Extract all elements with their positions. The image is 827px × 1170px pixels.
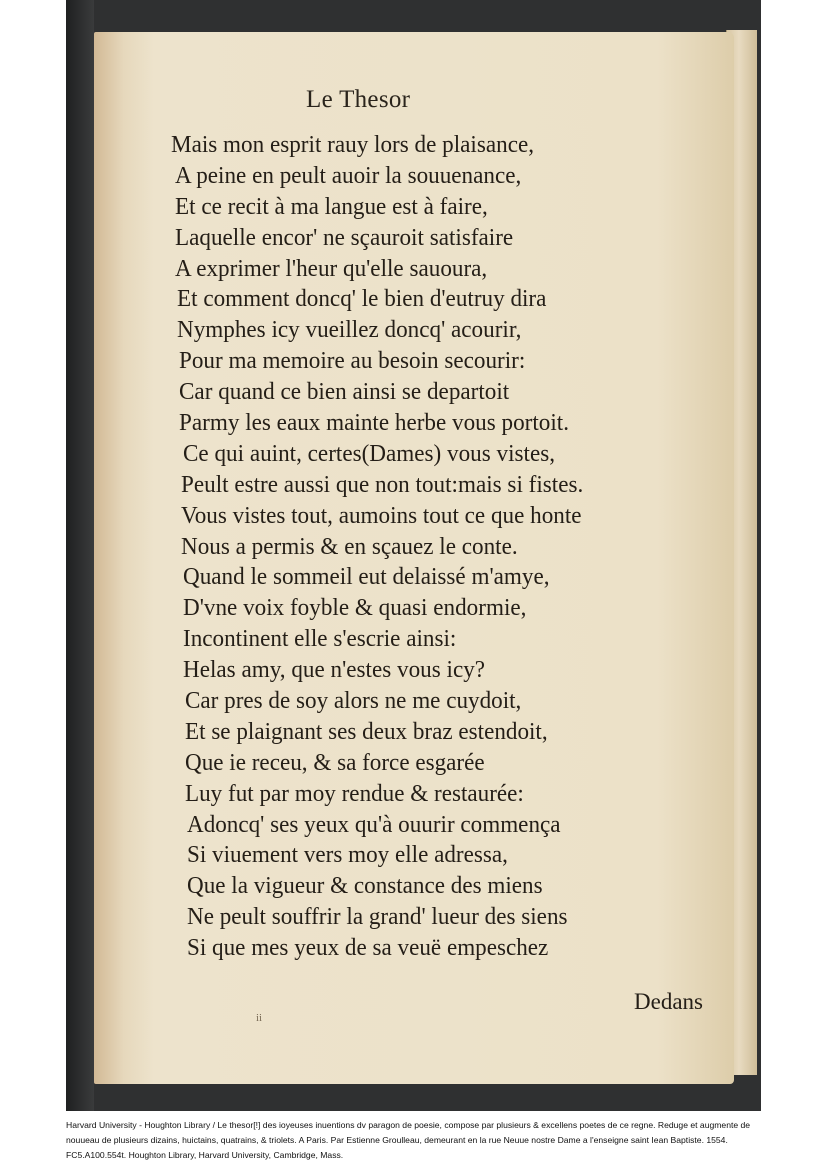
verse-line: Mais mon esprit rauy lors de plaisance, — [171, 132, 535, 158]
verse-line: A exprimer l'heur qu'elle sauoura, — [175, 255, 488, 282]
poem-verse — [171, 130, 731, 964]
verse-line: Si viuement vers moy elle adressa, — [187, 842, 508, 869]
verse-line: Et comment doncq' le bien d'eutruy dira — [177, 286, 547, 313]
verse-line: Et se plaignant ses deux braz estendoit, — [185, 718, 548, 745]
book-page — [94, 32, 734, 1084]
verse-line: Luy fut par moy rendue & restaurée: — [185, 780, 524, 807]
verse-line: Laquelle encor' ne sçauroit satisfaire — [175, 224, 514, 251]
verse-line: Que ie receu, & sa force esgarée — [185, 749, 485, 776]
verse-line: Peult estre aussi que non tout:mais si fistes. — [181, 471, 584, 498]
verse-line: Si que mes yeux de sa veuë empeschez — [187, 935, 549, 962]
running-head: Le Thesor — [306, 86, 411, 113]
verse-line: Nous a permis & en sçauez le conte. — [181, 533, 518, 560]
verse-line: Ne peult souffrir la grand' lueur des siens — [187, 904, 568, 931]
verse-line: Car quand ce bien ainsi se departoit — [179, 379, 510, 406]
verse-line: Adoncq' ses yeux qu'à ouurir commença — [187, 811, 561, 838]
verse-line: Ce qui auint, certes(Dames) vous vistes, — [183, 440, 556, 467]
verse-line: Que la vigueur & constance des miens — [187, 873, 543, 900]
signature-mark: ii — [256, 1012, 263, 1024]
verse-line: Parmy les eaux mainte herbe vous portoit. — [179, 410, 570, 437]
verse-line: Helas amy, que n'estes vous icy? — [183, 657, 486, 684]
binding-shadow — [66, 0, 94, 1111]
library-caption: Harvard University - Houghton Library / Le thesor[!] des ioyeuses inuentions dv paragon de poesie, compose par plusieurs & excellens poetes de ce regne. Reduge et augmente de nouueau de plusieurs dizains, huictains, quatrains, & triolets. A Paris. Par Estienne Groulleau, demeurant en la rue Neuue nostre Dame a l'enseigne saint Iean Baptiste. 1554. FC5.A100.554t. Houghton Library, Harvard University, Cambridge, Mass. — [66, 1120, 751, 1160]
verse-line: Et ce recit à ma langue est à faire, — [175, 193, 488, 220]
verse-line: Nymphes icy vueillez doncq' acourir, — [177, 317, 522, 344]
verse-line: A peine en peult auoir la souuenance, — [175, 162, 522, 189]
book-scan — [66, 0, 761, 1111]
verse-line: Pour ma memoire au besoin secourir: — [179, 348, 526, 375]
verse-line: Quand le sommeil eut delaissé m'amye, — [183, 564, 550, 591]
verse-line: Incontinent elle s'escrie ainsi: — [183, 626, 457, 653]
catchword: Dedans — [634, 989, 703, 1014]
verse-line: Car pres de soy alors ne me cuydoit, — [185, 688, 522, 715]
verse-line: D'vne voix foyble & quasi endormie, — [183, 595, 527, 622]
verse-line: Vous vistes tout, aumoins tout ce que honte — [181, 502, 582, 529]
